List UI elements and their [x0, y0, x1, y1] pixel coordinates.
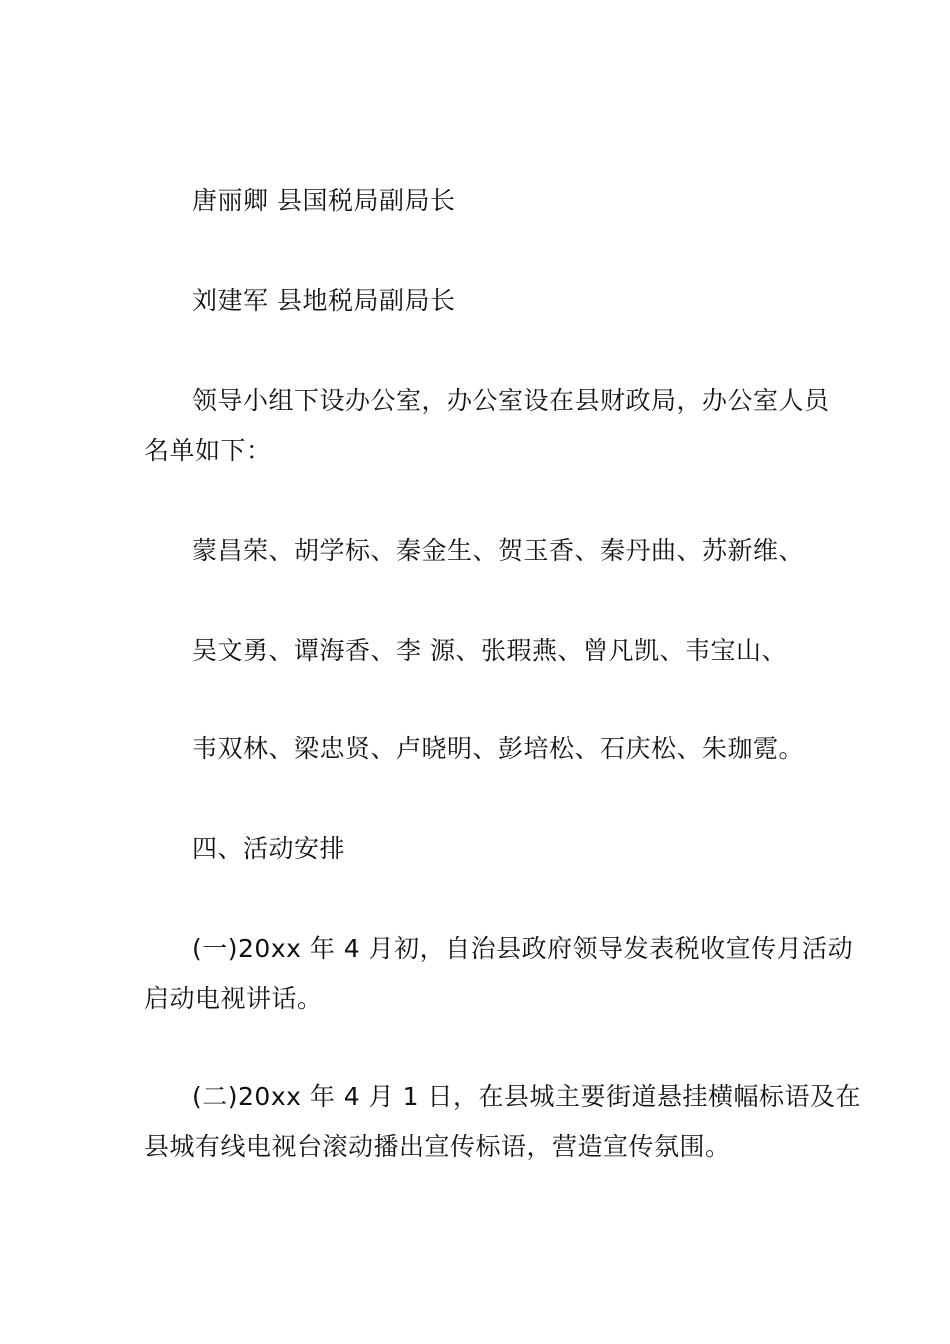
staff-names-line-3: 韦双林、梁忠贤、卢晓明、彭培松、石庆松、朱珈霓。 [192, 734, 805, 763]
activity-item-1-line-1: (一)20xx 年 4 月初，自治县政府领导发表税收宣传月活动 [192, 934, 854, 963]
office-paragraph-line-1: 领导小组下设办公室，办公室设在县财政局，办公室人员 [192, 386, 830, 415]
staff-names-line-2: 吴文勇、谭海香、李 源、张瑕燕、曾凡凯、韦宝山、 [192, 636, 787, 665]
activity-item-1-line-2: 启动电视讲话。 [144, 984, 323, 1013]
activity-item-2-line-1: (二)20xx 年 4 月 1 日，在县城主要街道悬挂横幅标语及在 [192, 1082, 861, 1111]
member-line-tang: 唐丽卿 县国税局副局长 [192, 186, 456, 215]
activity-item-2-line-2: 县城有线电视台滚动播出宣传标语，营造宣传氛围。 [144, 1132, 731, 1161]
member-line-liu: 刘建军 县地税局副局长 [192, 286, 456, 315]
section-heading-activities: 四、活动安排 [192, 834, 346, 863]
office-paragraph-line-2: 名单如下： [144, 436, 272, 465]
staff-names-line-1: 蒙昌荣、胡学标、秦金生、贺玉香、秦丹曲、苏新维、 [192, 536, 805, 565]
